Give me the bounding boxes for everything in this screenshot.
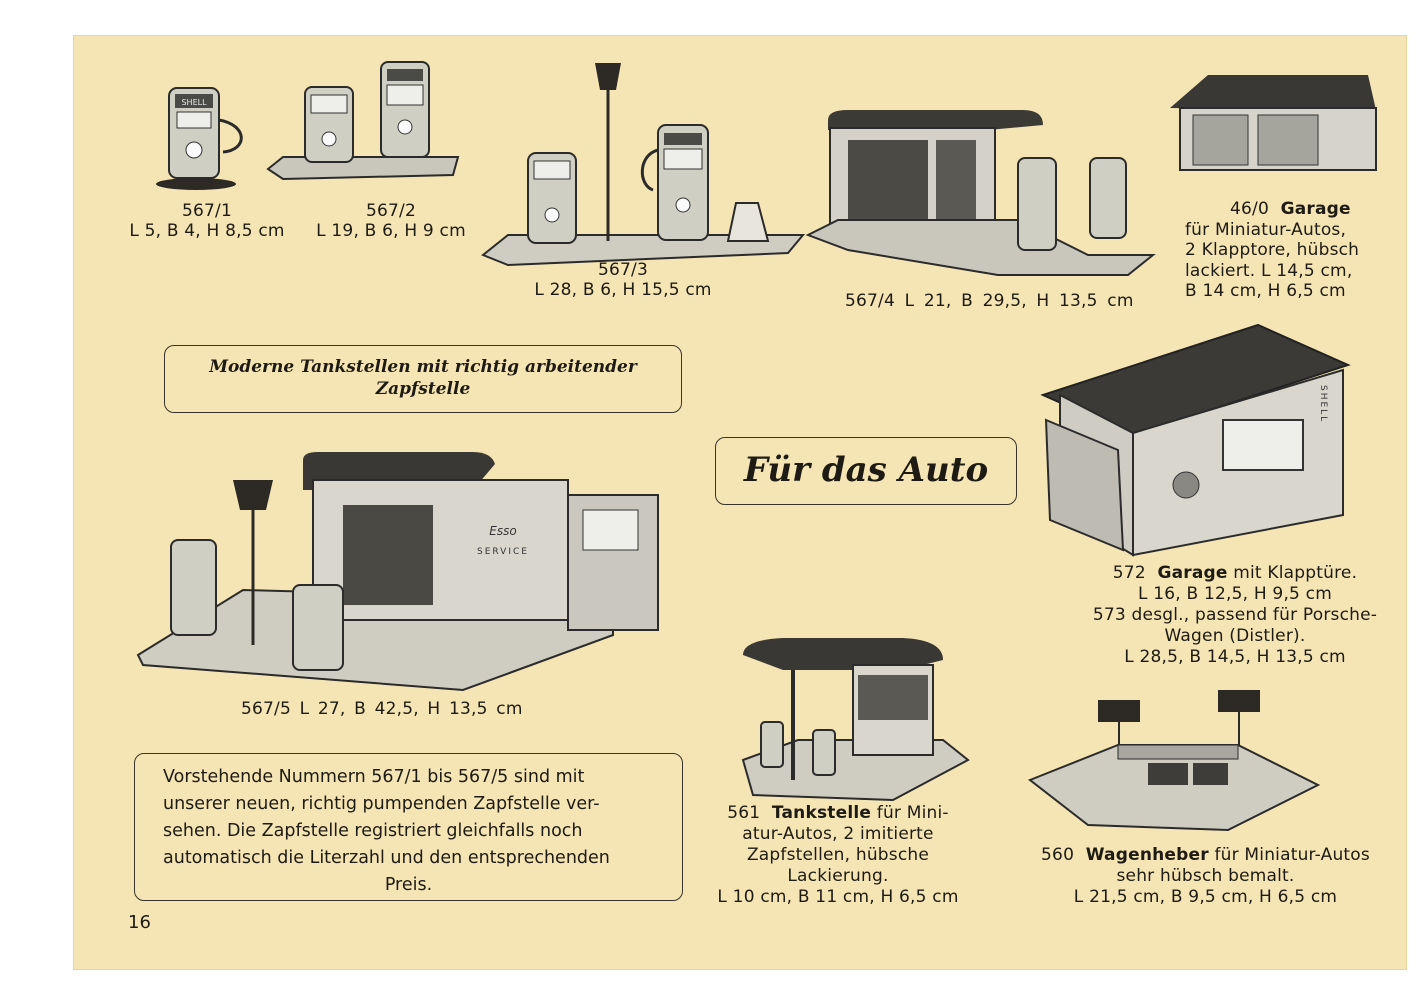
illustration-567-1	[153, 80, 253, 195]
caption-561	[713, 803, 963, 908]
item-heading	[1013, 845, 1398, 866]
item-desc-line: 2 Klapptore, hübsch	[1185, 240, 1360, 260]
item-code: 572	[1112, 563, 1146, 583]
notice-line: automatisch die Literzahl und den entsprechenden	[163, 848, 610, 868]
item-line: 567/5 L 27, B 42,5, H 13,5 cm	[241, 699, 523, 719]
item-desc-line: atur-Autos, 2 imitierte	[742, 824, 934, 844]
notice-line: unserer neuen, richtig pumpenden Zapfstelle ver-	[163, 794, 600, 814]
item-heading	[1185, 199, 1385, 220]
page-title: Für das Auto	[743, 450, 989, 490]
caption-567-5	[241, 699, 541, 720]
item-line: 567/4 L 21, B 29,5, H 13,5 cm	[845, 291, 1134, 311]
service-sign-text: SERVICE	[477, 547, 529, 557]
caption-567-3	[523, 260, 723, 300]
item-desc-line: L 28,5, B 14,5, H 13,5 cm	[1124, 647, 1346, 667]
illustration-46-0	[1168, 70, 1383, 180]
item-desc-line: sehr hübsch bemalt.	[1116, 866, 1295, 886]
item-dimensions: L 28, B 6, H 15,5 cm	[534, 280, 712, 300]
caption-567-2	[301, 201, 481, 241]
svg-text:SHELL: SHELL	[1318, 385, 1328, 424]
illustration-560	[1028, 685, 1318, 835]
title-box	[715, 437, 1017, 505]
caption-46-0	[1185, 199, 1385, 302]
notice-line: sehen. Die Zapfstelle registriert gleichfalls noch	[163, 821, 583, 841]
item-desc-line: B 14 cm, H 6,5 cm	[1185, 281, 1346, 301]
item-desc-line: lackiert. L 14,5 cm,	[1185, 260, 1353, 281]
item-code: 567/2	[366, 201, 416, 221]
item-heading-rest: für Miniatur-Autos	[1214, 845, 1370, 865]
item-dimensions: L 5, B 4, H 8,5 cm	[129, 221, 285, 241]
notice-line-last: Preis.	[384, 875, 433, 895]
notice-box	[134, 753, 683, 901]
caption-560	[1013, 845, 1398, 908]
item-desc-line: L 16, B 12,5, H 9,5 cm	[1138, 584, 1332, 604]
item-name: Wagenheber	[1085, 845, 1209, 865]
item-name: Garage	[1157, 563, 1228, 583]
illustration-567-4	[808, 70, 1163, 280]
item-name: Tankstelle	[771, 803, 872, 823]
item-desc-line: 573 desgl., passend für Porsche-	[1092, 605, 1378, 625]
item-heading-rest: für Mini-	[876, 803, 949, 823]
item-desc-line: L 10 cm, B 11 cm, H 6,5 cm	[717, 887, 959, 907]
notice-line: Vorstehende Nummern 567/1 bis 567/5 sind mit	[163, 767, 585, 787]
item-heading-rest: mit Klapptüre.	[1233, 563, 1358, 583]
slogan-line: Zapfstelle	[375, 379, 471, 399]
item-name: Garage	[1280, 199, 1351, 219]
caption-572	[1065, 563, 1405, 668]
item-code: 567/3	[598, 260, 648, 280]
item-code: 46/0	[1230, 199, 1269, 219]
item-heading	[1065, 563, 1405, 584]
item-code: 567/1	[182, 201, 232, 221]
item-desc-line: Zapfstellen, hübsche	[746, 845, 930, 865]
caption-567-1	[117, 201, 297, 241]
illustration-561	[723, 630, 973, 810]
illustration-567-2	[263, 57, 463, 187]
illustration-567-3	[478, 55, 808, 270]
caption-567-4	[845, 291, 1145, 312]
item-desc-line: Wagen (Distler).	[1164, 626, 1306, 646]
slogan-box	[164, 345, 682, 413]
illustration-567-5	[133, 450, 693, 695]
illustration-572	[1038, 325, 1363, 565]
item-desc-line: für Miniatur-Autos,	[1185, 219, 1347, 240]
item-code: 561	[727, 803, 761, 823]
item-code: 560	[1041, 845, 1075, 865]
item-desc-line: L 21,5 cm, B 9,5 cm, H 6,5 cm	[1073, 887, 1338, 907]
catalog-page	[73, 35, 1407, 970]
item-dimensions: L 19, B 6, H 9 cm	[316, 221, 466, 241]
item-heading	[713, 803, 963, 824]
shell-logo-text: SHELL	[181, 98, 207, 107]
item-desc-line: Lackierung.	[787, 866, 889, 886]
esso-sign-text: Esso	[489, 524, 517, 538]
page-number: 16	[128, 912, 151, 933]
slogan-line: Moderne Tankstellen mit richtig arbeitender	[209, 357, 637, 377]
